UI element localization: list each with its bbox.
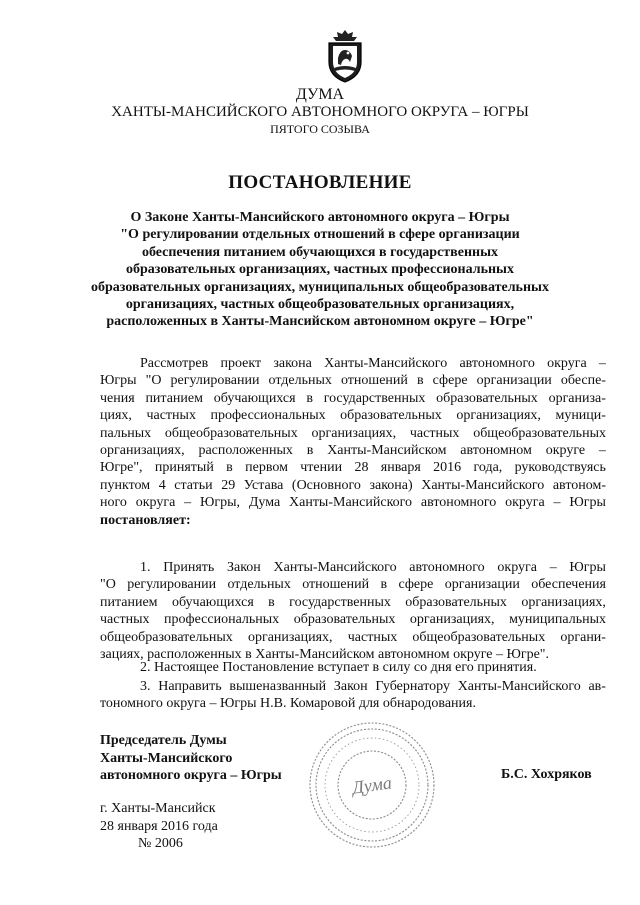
city: г. Ханты-Мансийск xyxy=(100,801,216,816)
date: 28 января 2016 года xyxy=(100,818,218,834)
item-line: "О регулировании отдельных отношений в сфере организации обеспечения xyxy=(100,577,606,593)
signatory-position xyxy=(100,732,282,785)
preamble-line: Югре", принятый в первом чтении 28 января 2016 года, руководствуясь xyxy=(100,460,606,476)
official-stamp xyxy=(306,719,438,851)
item-2 xyxy=(100,659,606,676)
preamble-line: пальных общеобразовательных организациях, частных общеобразовательных xyxy=(100,425,606,441)
item-1 xyxy=(100,559,606,663)
document-title: ПОСТАНОВЛЕНИЕ xyxy=(228,172,412,193)
stamp-label: Дума xyxy=(351,772,393,798)
subject-line: О Законе Ханты-Мансийского автономного округа – Югры xyxy=(130,210,510,225)
preamble-line: Югры "О регулировании отдельных отношений в сфере организации обеспе- xyxy=(100,373,606,389)
preamble-line: пунктом 4 статьи 29 Устава (Основного закона) Ханты-Мансийского автоном- xyxy=(100,477,606,493)
position-line: Председатель Думы xyxy=(100,733,227,748)
subject-line: образовательных организациях, частных профессиональных xyxy=(126,262,514,278)
coat-of-arms-icon xyxy=(324,28,366,84)
document-number: № 2006 xyxy=(138,836,183,852)
position-line: Ханты-Мансийского xyxy=(100,750,233,766)
item-line: 3. Направить вышеназванный Закон Губернатору Ханты-Мансийского ав- xyxy=(140,679,606,694)
document-subject xyxy=(0,209,640,331)
subject-line: организациях, частных общеобразовательных организациях, xyxy=(125,297,515,313)
item-line: питанием обучающихся в государственных образовательных организациях, xyxy=(100,594,606,610)
item-line: общеобразовательных организациях, частных общеобразовательных органи- xyxy=(100,629,606,645)
org-name: ДУМА xyxy=(295,86,345,103)
subject-line: расположенных в Ханты-Мансийском автономном округе – Югре" xyxy=(106,314,534,330)
resolves-word: постановляет: xyxy=(100,512,191,528)
preamble-line: организациях, расположенных в Ханты-Мансийском автономном округе – xyxy=(100,443,606,459)
signatory-name: Б.С. Хохряков xyxy=(501,767,592,782)
convocation: ПЯТОГО СОЗЫВА xyxy=(270,122,370,136)
position-line: автономного округа – Югры xyxy=(100,768,282,784)
item-line: тономного округа – Югры Н.В. Комаровой для обнародования. xyxy=(100,696,476,712)
subject-line: "О регулировании отдельных отношений в сфере организации xyxy=(120,227,520,243)
preamble-paragraph xyxy=(100,355,606,529)
subject-line: образовательных организациях, муниципальных общеобразовательных xyxy=(91,279,549,295)
item-line: частных профессиональных образовательных организациях, муниципальных xyxy=(100,612,606,628)
subject-line: обеспечения питанием обучающихся в государственных xyxy=(141,244,499,260)
item-3 xyxy=(100,678,606,713)
item-line: 1. Принять Закон Ханты-Мансийского автономного округа – Югры xyxy=(140,560,606,575)
item-line: 2. Настоящее Постановление вступает в силу со дня его принятия. xyxy=(140,660,537,675)
preamble-line: циях, частных профессиональных образовательных организациях, муници- xyxy=(100,408,606,424)
preamble-line: ного округа – Югры, Дума Ханты-Мансийского автономного округа – Югры xyxy=(100,495,606,511)
preamble-line: чения питанием обучающихся в государственных образовательных организа- xyxy=(100,390,606,406)
place-date-number xyxy=(100,800,218,853)
item-line: зациях, расположенных в Ханты-Мансийском автономном округе – Югре". xyxy=(100,647,550,663)
region-name: ХАНТЫ-МАНСИЙСКОГО АВТОНОМНОГО ОКРУГА – ЮГРЫ xyxy=(111,104,529,120)
preamble-line: Рассмотрев проект закона Ханты-Мансийского автономного округа – xyxy=(140,356,606,371)
